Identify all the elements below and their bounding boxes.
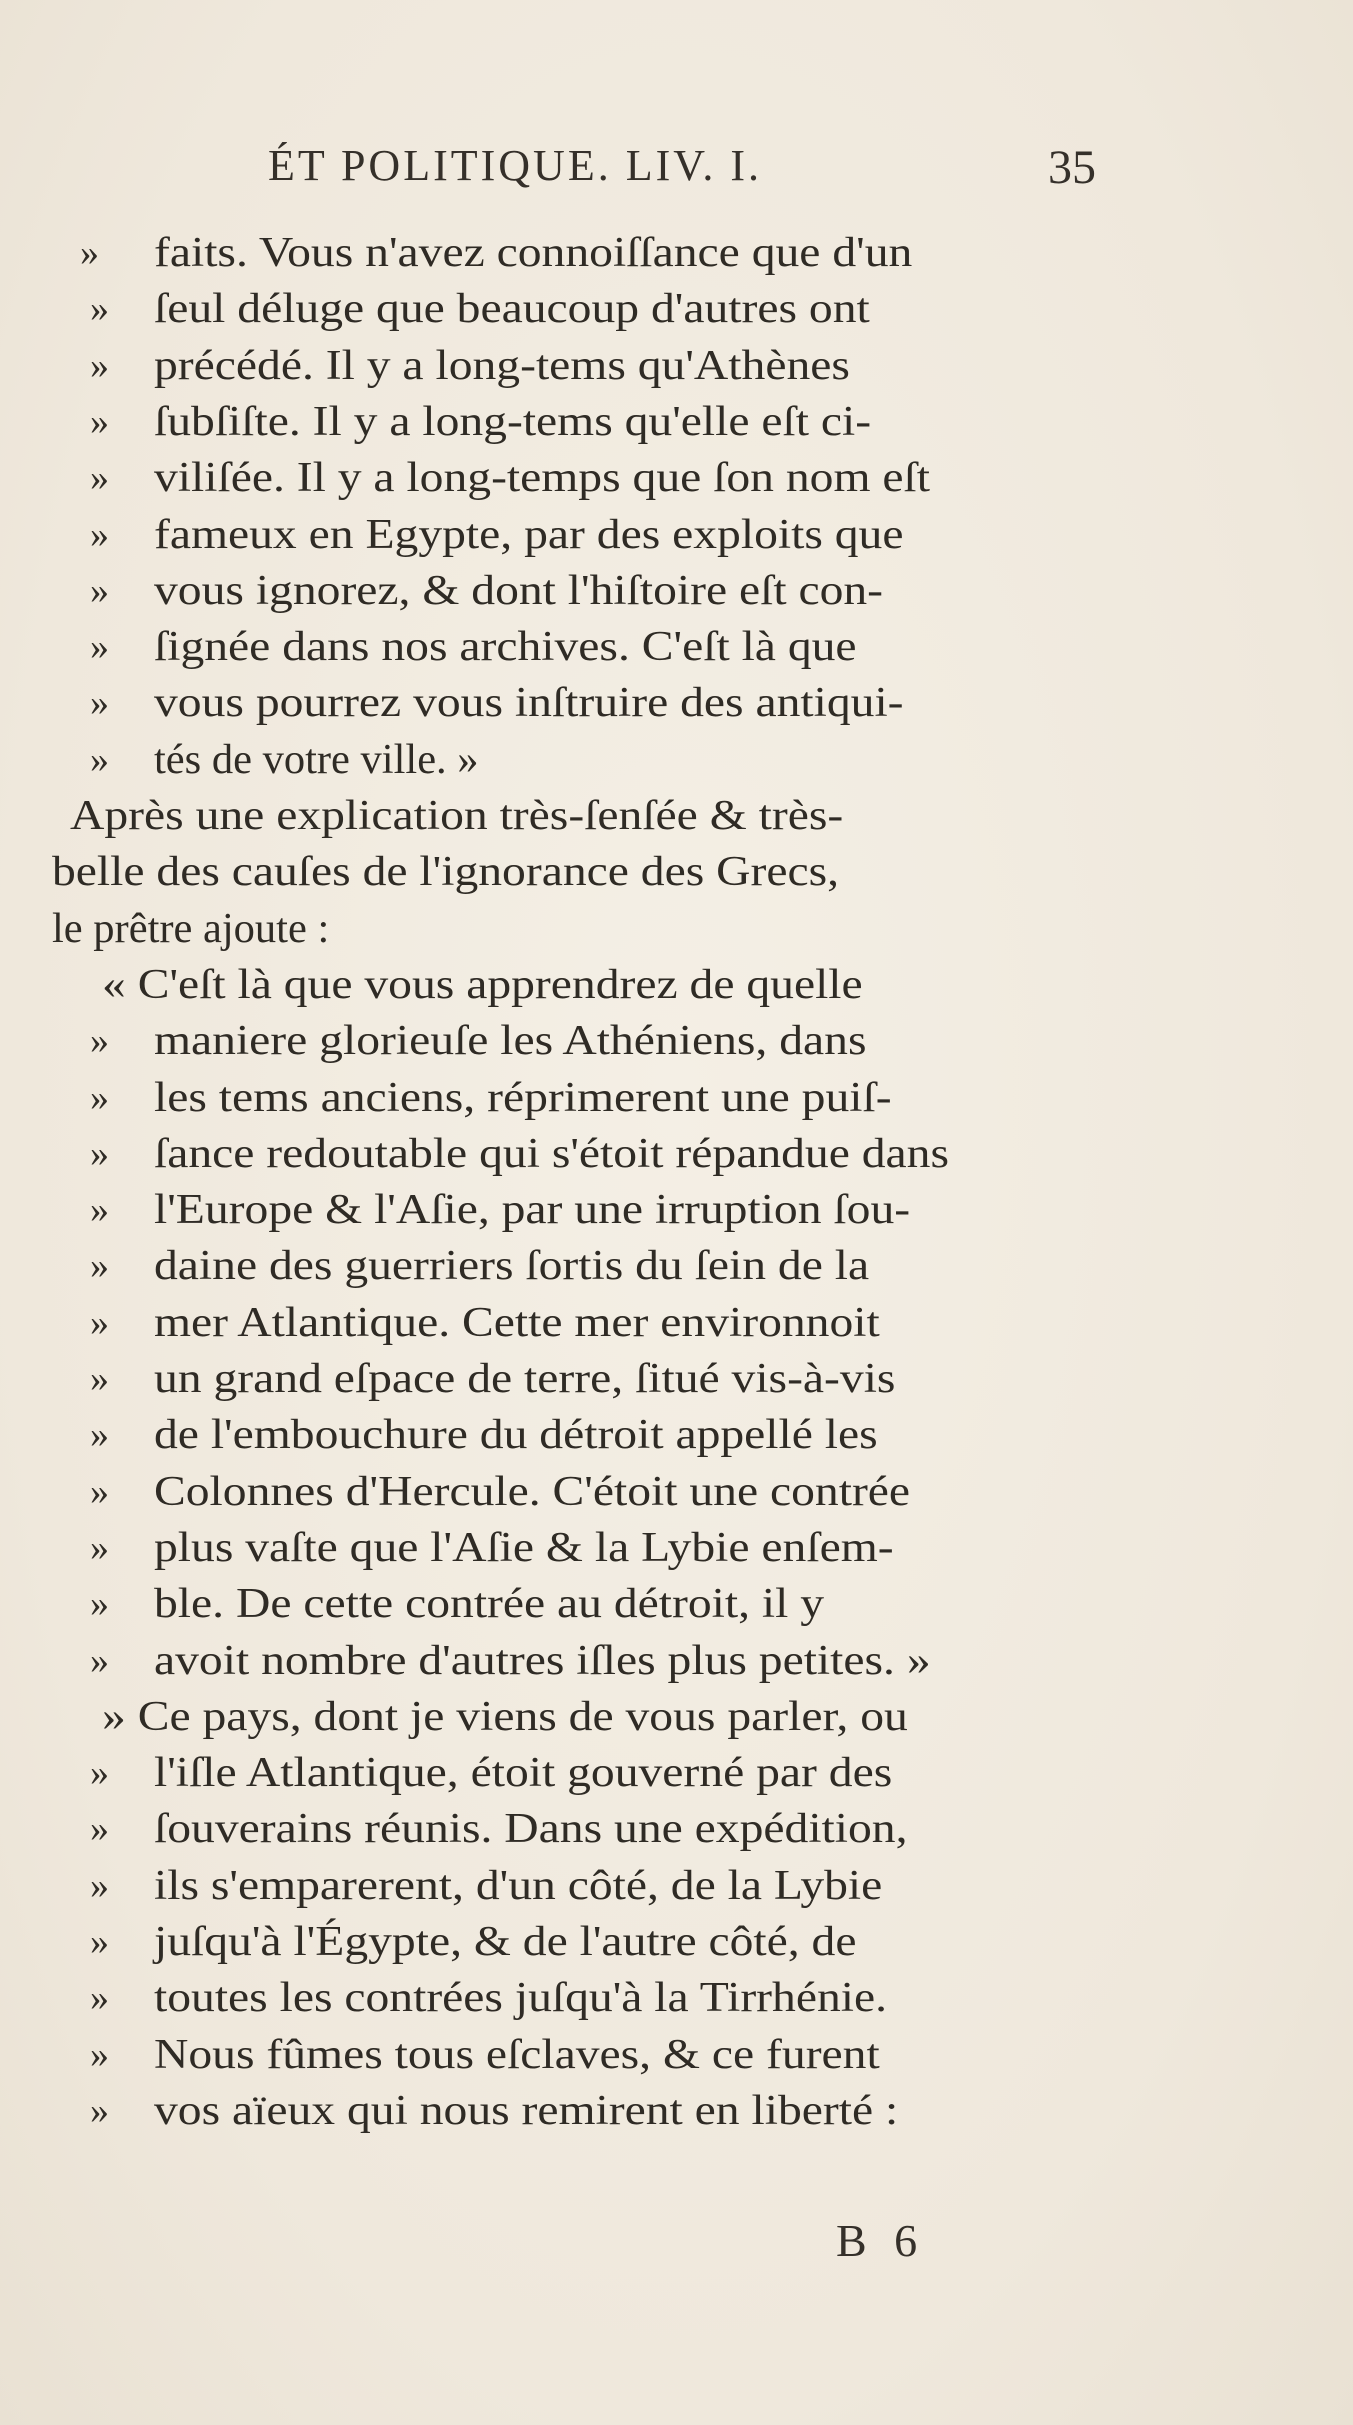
line-text: daine des guerriers ſortis du ſein de la (154, 1242, 870, 1290)
line-text: l'Europe & l'Aſie, par une irruption ſou- (154, 1186, 911, 1234)
text-line (0, 901, 1353, 957)
quotation-marker: » (90, 1301, 109, 1344)
quotation-marker: » (90, 569, 109, 612)
quotation-marker: » (90, 1470, 109, 1513)
text-line (0, 1070, 1353, 1126)
line-text: avoit nombre d'autres iſles plus petites. » (154, 1636, 931, 1684)
text-line (0, 1295, 1353, 1351)
quotation-marker: » (80, 232, 99, 274)
quotation-marker: » (90, 400, 109, 443)
line-text: juſqu'à l'Égypte, & de l'autre côté, de (154, 1918, 857, 1965)
page-number: 35 (1048, 141, 1096, 194)
text-line (0, 1351, 1353, 1407)
text-line (0, 507, 1353, 563)
text-line (0, 338, 1353, 394)
line-text: ſubſiſte. Il y a long-tems qu'elle eſt ci- (154, 397, 872, 445)
line-text: Après une explication très-ſenſée & très- (70, 792, 844, 839)
text-line (0, 1520, 1353, 1576)
text-line (0, 394, 1353, 450)
line-text: vos aïeux qui nous remirent en liberté : (154, 2086, 899, 2134)
line-text: vous ignorez, & dont l'hiſtoire eſt con- (154, 566, 884, 614)
page-header (0, 140, 1353, 200)
quotation-marker: » (90, 1189, 109, 1232)
quotation-marker: » (90, 738, 109, 781)
text-line (0, 225, 1353, 281)
quotation-marker: » (90, 1977, 109, 2020)
line-text: ils s'emparerent, d'un côté, de la Lybie (154, 1861, 883, 1909)
line-text: vous pourrez vous inſtruire des antiqui- (154, 679, 904, 727)
text-line (0, 2083, 1353, 2139)
text-line (0, 1126, 1353, 1182)
quotation-marker: » (90, 1245, 109, 1288)
line-text: Colonnes d'Hercule. C'étoit une contrée (154, 1467, 911, 1515)
quotation-marker: » (90, 2033, 109, 2076)
line-text: précédé. Il y a long-tems qu'Athènes (154, 341, 850, 389)
signature-mark: B 6 (836, 2215, 926, 2266)
text-line (0, 788, 1353, 844)
line-text: tés de votre ville. » (154, 735, 479, 783)
quotation-marker: » (90, 1808, 109, 1851)
quotation-marker: » (90, 2089, 109, 2132)
quotation-marker: » (90, 457, 109, 500)
quotation-marker: » (90, 1358, 109, 1400)
line-text: le prêtre ajoute : (52, 904, 330, 952)
line-text: un grand eſpace de terre, ſitué vis-à-vis (154, 1355, 896, 1402)
line-text: « C'eſt là que vous apprendrez de quelle (102, 960, 863, 1008)
text-line (0, 1858, 1353, 1914)
line-text: viliſée. Il y a long-temps que ſon nom eſt (154, 454, 931, 502)
quotation-marker: » (90, 513, 109, 556)
text-line (0, 2027, 1353, 2083)
line-text: ſance redoutable qui s'étoit répandue dans (154, 1129, 950, 1177)
quotation-marker: » (90, 1414, 109, 1457)
quotation-marker: » (90, 1526, 109, 1569)
text-line (0, 1576, 1353, 1632)
line-text: l'iſle Atlantique, étoit gouverné par des (154, 1749, 893, 1797)
line-text: faits. Vous n'avez connoiſſance que d'un (154, 229, 913, 276)
text-line (0, 732, 1353, 788)
text-line (0, 450, 1353, 506)
line-text: les tems anciens, réprimerent une puiſ- (154, 1073, 892, 1121)
text-line (0, 1970, 1353, 2026)
line-text: mer Atlantique. Cette mer environnoit (154, 1298, 880, 1346)
text-line (0, 1801, 1353, 1857)
quotation-marker: » (90, 682, 109, 725)
text-line (0, 957, 1353, 1013)
line-text: toutes les contrées juſqu'à la Tirrhénie. (154, 1974, 888, 2022)
text-line (0, 1914, 1353, 1970)
line-text: Nous fûmes tous eſclaves, & ce furent (154, 2030, 880, 2078)
quotation-marker: » (90, 1076, 109, 1119)
line-text: ſignée dans nos archives. C'eſt là que (154, 623, 857, 671)
text-line (0, 1238, 1353, 1294)
line-text: plus vaſte que l'Aſie & la Lybie enſem- (154, 1523, 894, 1571)
text-line (0, 1633, 1353, 1689)
text-line (0, 1182, 1353, 1238)
line-text: maniere glorieuſe les Athéniens, dans (154, 1017, 867, 1065)
quotation-marker: » (90, 1132, 109, 1175)
quotation-marker: » (90, 626, 109, 669)
quotation-marker: » (90, 1921, 109, 1963)
text-line (0, 563, 1353, 619)
text-line (0, 844, 1353, 900)
text-line (0, 675, 1353, 731)
quotation-marker: » (90, 1864, 109, 1907)
line-text: ble. De cette contrée au détroit, il y (154, 1580, 825, 1628)
text-line (0, 1689, 1353, 1745)
line-text: » Ce pays, dont je viens de vous parler, ou (102, 1692, 908, 1740)
text-line (0, 1745, 1353, 1801)
text-line (0, 1407, 1353, 1463)
text-line (0, 281, 1353, 337)
line-text: de l'embouchure du détroit appellé les (154, 1411, 878, 1459)
quotation-marker: » (90, 1752, 109, 1795)
text-line (0, 619, 1353, 675)
quotation-marker: » (90, 1639, 109, 1682)
line-text: belle des cauſes de l'ignorance des Grecs, (52, 848, 840, 896)
quotation-marker: » (90, 1583, 109, 1626)
running-head: ÉT POLITIQUE. LIV. I. (268, 141, 762, 190)
text-line (0, 1464, 1353, 1520)
quotation-marker: » (90, 344, 109, 387)
line-text: ſeul déluge que beaucoup d'autres ont (154, 285, 870, 333)
line-text: fameux en Egypte, par des exploits que (154, 510, 904, 558)
quotation-marker: » (90, 288, 109, 331)
text-line (0, 1013, 1353, 1069)
line-text: ſouverains réunis. Dans une expédition, (154, 1805, 908, 1853)
quotation-marker: » (90, 1020, 109, 1063)
